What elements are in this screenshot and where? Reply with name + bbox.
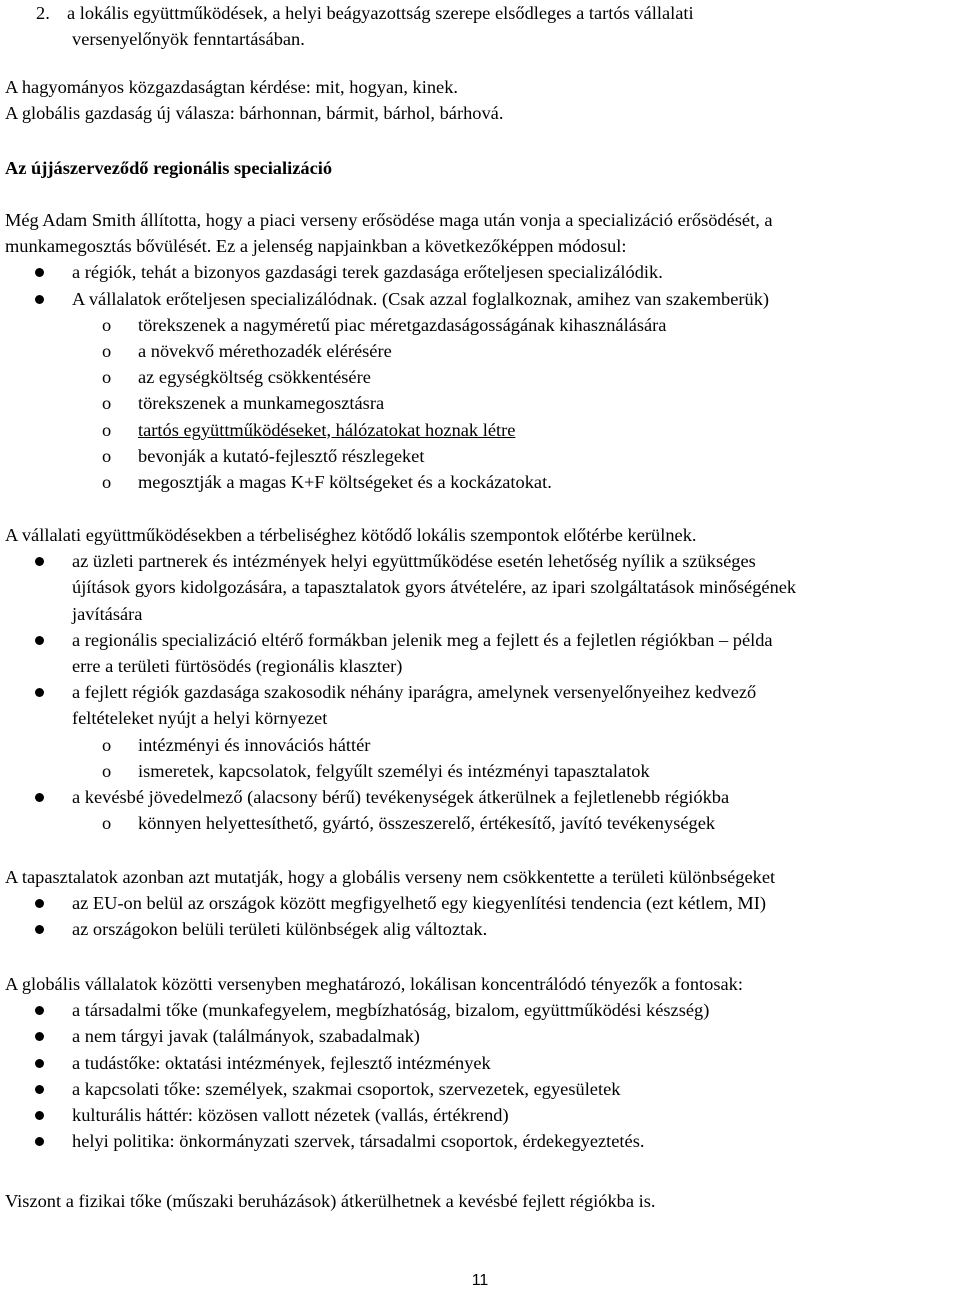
experience-paragraph	[5, 864, 952, 943]
circle-bullet-icon: o	[102, 760, 112, 781]
sub-item: o a növekvő mérethozadék elérésére	[5, 338, 952, 364]
item-number: 2.	[36, 3, 50, 23]
item-line: a lokális együttműködések, a helyi beágyazottság szerepe elsődleges a tartós vállalati	[67, 3, 694, 23]
bullet-continuation: erre a területi fürtösödés (regionális klaszter)	[72, 656, 403, 677]
bullet-icon	[35, 1032, 44, 1041]
paragraph-lead: A tapasztalatok azonban azt mutatják, hogy a globális verseny nem csökkentette a területi különbségeket	[5, 867, 776, 887]
sub-item: o az egységköltség csökkentésére	[5, 364, 952, 390]
sub-item: o intézményi és innovációs háttér	[5, 732, 952, 758]
bullet-item: a nem tárgyi javak (találmányok, szabadalmak)	[5, 1023, 952, 1049]
underlined-text: tartós együttműködéseket, hálózatokat hoznak létre	[138, 419, 516, 440]
bullet-icon	[35, 1006, 44, 1015]
circle-bullet-icon: o	[102, 472, 112, 493]
sub-item: o bevonják a kutató-fejlesztő részlegeket	[5, 443, 952, 469]
circle-bullet-icon: o	[102, 813, 112, 834]
circle-bullet-icon: o	[102, 393, 112, 414]
sub-item: o ismeretek, kapcsolatok, felgyűlt személyi és intézményi tapasztalatok	[5, 758, 952, 784]
bullet-item: az EU-on belül az országok között megfigyelhető egy kiegyenlítési tendencia (ezt kétlem, MI)	[5, 890, 952, 916]
sub-item	[5, 417, 952, 443]
bullet-icon	[35, 1085, 44, 1094]
bullet-continuation: feltételeket nyújt a helyi környezet	[72, 708, 328, 729]
bullet-item: az üzleti partnerek és intézmények helyi együttműködése esetén lehetőség nyílik a szükséges	[5, 548, 952, 574]
bullet-item: a fejlett régiók gazdasága szakosodik néhány iparágra, amelynek versenyelőnyeihez kedvező	[5, 679, 952, 705]
bullet-icon	[35, 636, 44, 645]
bullet-icon	[35, 557, 44, 566]
bullet-icon	[35, 1059, 44, 1068]
numbered-item-2	[5, 0, 952, 52]
intro-line: A globális gazdaság új válasza: bárhonnan, bármit, bárhol, bárhová.	[5, 103, 504, 124]
bullet-item: kulturális háttér: közösen vallott nézetek (vallás, értékrend)	[5, 1102, 952, 1128]
bullet-icon	[35, 793, 44, 802]
sub-item: o megosztják a magas K+F költségeket és a kockázatokat.	[5, 469, 952, 495]
bullet-item: A vállalatok erőteljesen specializálódnak. (Csak azzal foglalkoznak, amihez van szakemberük)	[5, 286, 952, 312]
paragraph-line: Még Adam Smith állította, hogy a piaci verseny erősödése maga után vonja a specializáció erősödését, a	[5, 210, 773, 230]
bullet-continuation: javítására	[72, 603, 143, 624]
cooperation-paragraph	[5, 522, 952, 836]
factors-paragraph	[5, 971, 952, 1154]
circle-bullet-icon: o	[102, 419, 112, 440]
bullet-item: a kapcsolati tőke: személyek, szakmai csoportok, szervezetek, egyesületek	[5, 1076, 952, 1102]
bullet-icon	[35, 295, 44, 304]
circle-bullet-icon: o	[102, 445, 112, 466]
sub-item: o törekszenek a nagyméretű piac méretgazdaságosságának kihasználására	[5, 312, 952, 338]
bullet-item: a regionális specializáció eltérő formákban jelenik meg a fejlett és a fejletlen régiókban – példa	[5, 627, 952, 653]
circle-bullet-icon: o	[102, 734, 112, 755]
bullet-icon	[35, 1111, 44, 1120]
bullet-icon	[35, 899, 44, 908]
paragraph-line: munkamegosztás bővülését. Ez a jelenség napjainkban a következőképpen módosul:	[5, 236, 627, 257]
sub-item: o könnyen helyettesíthető, gyártó, összeszerelő, értékesítő, javító tevékenységek	[5, 810, 952, 836]
circle-bullet-icon: o	[102, 341, 112, 362]
circle-bullet-icon: o	[102, 367, 112, 388]
bullet-icon	[35, 1137, 44, 1146]
sub-item: o törekszenek a munkamegosztásra	[5, 390, 952, 416]
closing-paragraph	[5, 1188, 952, 1214]
bullet-item: helyi politika: önkormányzati szervek, társadalmi csoportok, érdekegyeztetés.	[5, 1128, 952, 1154]
bullet-continuation: újítások gyors kidolgozására, a tapasztalatok gyors átvételére, az ipari szolgáltatások minőségének	[72, 577, 797, 598]
intro-paragraph	[5, 74, 952, 126]
page-number: 11	[471, 1272, 489, 1289]
smith-paragraph	[5, 207, 952, 495]
paragraph-lead: A vállalati együttműködésekben a térbeliséghez kötődő lokális szempontok előtérbe kerülnek.	[5, 525, 697, 545]
bullet-item: a tudástőke: oktatási intézmények, fejlesztő intézmények	[5, 1050, 952, 1076]
bullet-item: az országokon belüli területi különbségek alig változtak.	[5, 916, 952, 942]
bullet-item: a társadalmi tőke (munkafegyelem, megbízhatóság, bizalom, együttműködési készség)	[5, 997, 952, 1023]
bullet-item: a kevésbé jövedelmező (alacsony bérű) tevékenységek átkerülnek a fejletlenebb régiókba	[5, 784, 952, 810]
item-line: versenyelőnyök fenntartásában.	[72, 29, 305, 50]
section-heading: Az újjászerveződő regionális specializáció	[5, 158, 333, 178]
bullet-icon	[35, 688, 44, 697]
circle-bullet-icon: o	[102, 314, 112, 335]
paragraph-line: Viszont a fizikai tőke (műszaki beruházások) átkerülhetnek a kevésbé fejlett régiókba is.	[5, 1191, 656, 1211]
bullet-icon	[35, 268, 44, 277]
bullet-icon	[35, 925, 44, 934]
bullet-item: a régiók, tehát a bizonyos gazdasági terek gazdasága erőteljesen specializálódik.	[5, 259, 952, 285]
intro-line: A hagyományos közgazdaságtan kérdése: mit, hogyan, kinek.	[5, 77, 459, 97]
paragraph-lead: A globális vállalatok közötti versenyben meghatározó, lokálisan koncentrálódó tényezők a fontosak:	[5, 974, 743, 994]
